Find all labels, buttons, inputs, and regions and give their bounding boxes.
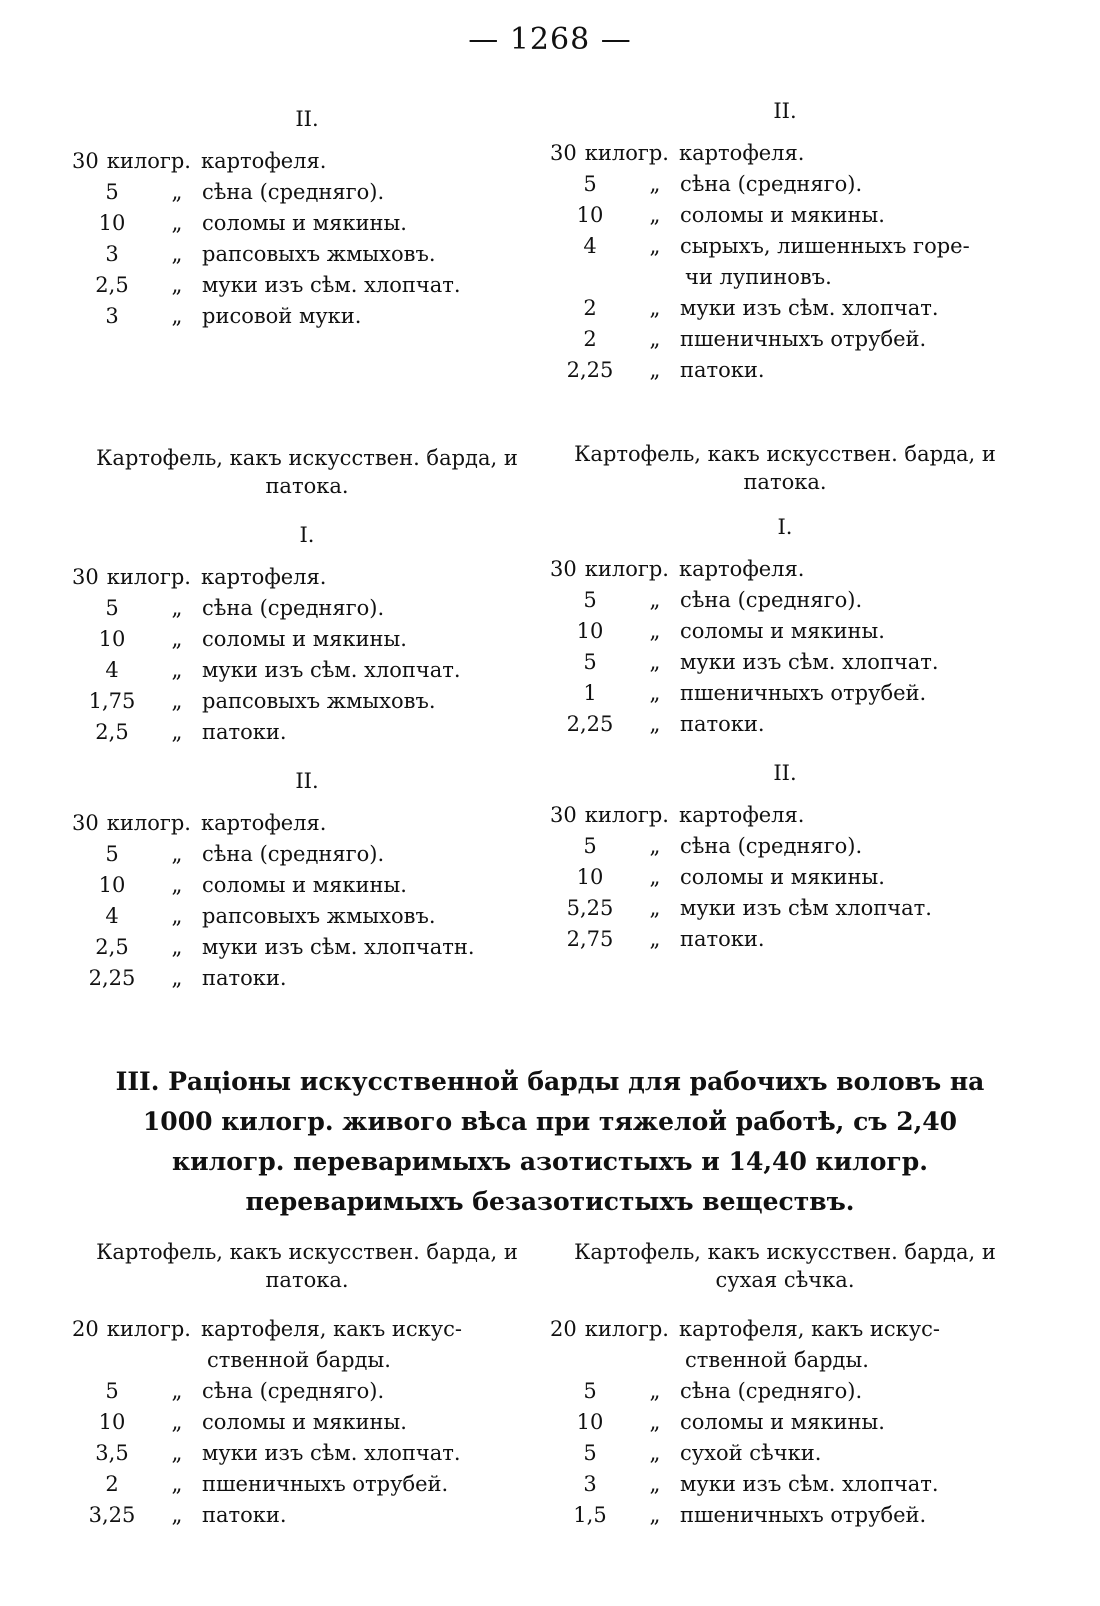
ration-qty: 30 (72, 565, 99, 589)
ration-row (550, 200, 1020, 231)
ration-row (72, 1469, 542, 1500)
ration-unit: килогр. (584, 1317, 669, 1341)
ration-unit: „ (649, 619, 661, 643)
ration-qty: 30 (72, 811, 99, 835)
ration-item: картофеля. (200, 811, 327, 835)
ration-qty: 3 (583, 1472, 597, 1496)
ration-row (72, 562, 542, 593)
ration-qty: 30 (550, 141, 577, 165)
ration-item: муки изъ сѣм. хлопчат. (680, 296, 939, 320)
ration-qty: 5 (583, 588, 597, 612)
ration-row (550, 554, 1020, 585)
ration-item: патоки. (680, 712, 765, 736)
ration-qty: 1,75 (88, 689, 136, 713)
ration-unit: „ (171, 1472, 183, 1496)
ration-top-left (72, 104, 542, 332)
ration-item: муки изъ сѣм. хлопчат. (202, 658, 461, 682)
page-number: — 1268 — (468, 22, 632, 57)
ration-row (550, 169, 1020, 200)
ration-unit: „ (649, 172, 661, 196)
ration-unit: килогр. (106, 811, 191, 835)
ration-item: сырыхъ, лишенныхъ горе- (680, 234, 970, 258)
ration-item: соломы и мякины. (202, 627, 407, 651)
ration-item: пшеничныхъ отрубей. (680, 1503, 927, 1527)
ration-item: соломы и мякины. (202, 1410, 407, 1434)
ration-item: муки изъ сѣм. хлопчат. (680, 1472, 939, 1496)
ration-qty: 2,5 (95, 273, 129, 297)
ration-unit: „ (649, 896, 661, 920)
ration-row (72, 239, 542, 270)
ration-row (72, 655, 542, 686)
ration-row (550, 1376, 1020, 1407)
ration-item: соломы и мякины. (680, 1410, 885, 1434)
ration-item: соломы и мякины. (202, 873, 407, 897)
ration-qty: 2,5 (95, 720, 129, 744)
ration-unit: „ (649, 1410, 661, 1434)
ration-row (72, 177, 542, 208)
ration-qty: 10 (576, 865, 604, 889)
ration-list (550, 138, 1020, 386)
ration-row (72, 270, 542, 301)
ration-list (550, 800, 1020, 955)
ration-top-right (550, 96, 1020, 386)
ration-qty: 2 (583, 296, 597, 320)
ration-item: рапсовыхъ жмыховъ. (202, 904, 436, 928)
ration-qty: 2,5 (95, 935, 129, 959)
ration-unit: „ (649, 588, 661, 612)
ration-qty: 2,75 (566, 927, 614, 951)
ration-item: сѣна (средняго). (680, 834, 863, 858)
ration-item: патоки. (680, 927, 765, 951)
ration-unit: „ (171, 904, 183, 928)
ration-qty: 5 (583, 834, 597, 858)
ration-item: картофеля, какъ искус- (200, 1317, 463, 1341)
ration-item: сухой сѣчки. (680, 1441, 822, 1465)
ration-row (72, 839, 542, 870)
ration-row (72, 146, 542, 177)
ration-item: патоки. (202, 720, 287, 744)
ration-group-bottom-right (550, 1238, 1020, 1531)
ration-label: II. (773, 99, 797, 123)
ration-qty: 5 (105, 596, 119, 620)
ration-unit: „ (649, 834, 661, 858)
ration-unit: „ (171, 1379, 183, 1403)
ration-qty: 5 (583, 1441, 597, 1465)
ration-unit: „ (171, 966, 183, 990)
ration-qty: 10 (576, 1410, 604, 1434)
ration-qty: 4 (105, 658, 119, 682)
ration-item-continuation: ственной барды. (685, 1348, 869, 1372)
ration-row (550, 709, 1020, 740)
ration-row (550, 1469, 1020, 1500)
ration-row (72, 624, 542, 655)
ration-qty: 4 (105, 904, 119, 928)
ration-item: сѣна (средняго). (202, 842, 385, 866)
ration-row (550, 924, 1020, 955)
ration-item: рапсовыхъ жмыховъ. (202, 689, 436, 713)
ration-item: картофеля. (678, 557, 805, 581)
ration-qty: 5 (105, 180, 119, 204)
ration-unit: „ (171, 211, 183, 235)
ration-unit: „ (171, 1503, 183, 1527)
ration-qty: 10 (98, 211, 126, 235)
ration-unit: килогр. (106, 565, 191, 589)
ration-unit: „ (171, 935, 183, 959)
ration-unit: „ (171, 242, 183, 266)
ration-qty: 3 (105, 242, 119, 266)
ration-item: соломы и мякины. (202, 211, 407, 235)
ration-item: сѣна (средняго). (202, 596, 385, 620)
ration-item: рапсовыхъ жмыховъ. (202, 242, 436, 266)
ration-qty: 2 (105, 1472, 119, 1496)
ration-group-mid-right (550, 440, 1020, 955)
ration-row (550, 138, 1020, 169)
ration-unit: килогр. (106, 1317, 191, 1341)
ration-label: II. (773, 761, 797, 785)
ration-qty: 3 (105, 304, 119, 328)
ration-qty: 3,25 (88, 1503, 136, 1527)
ration-unit: „ (171, 1410, 183, 1434)
ration-unit: „ (649, 650, 661, 674)
ration-row (550, 831, 1020, 862)
ration-unit: „ (171, 842, 183, 866)
ration-list (550, 554, 1020, 740)
ration-qty: 10 (576, 619, 604, 643)
ration-list (72, 146, 542, 332)
ration-unit: килогр. (584, 803, 669, 827)
ration-unit: килогр. (584, 557, 669, 581)
ration-item: пшеничныхъ отрубей. (680, 681, 927, 705)
ration-unit: „ (171, 720, 183, 744)
ration-row (72, 593, 542, 624)
ration-item: муки изъ сѣм. хлопчат. (202, 1441, 461, 1465)
ration-item: рисовой муки. (202, 304, 362, 328)
ration-unit: „ (171, 627, 183, 651)
ration-qty: 4 (583, 234, 597, 258)
ration-unit: „ (649, 1441, 661, 1465)
ration-unit: „ (649, 681, 661, 705)
ration-item: муки изъ сѣм хлопчат. (680, 896, 932, 920)
ration-unit: „ (649, 234, 661, 258)
ration-list (72, 1314, 542, 1531)
ration-item: картофеля. (678, 141, 805, 165)
ration-item: картофеля. (200, 149, 327, 173)
group-heading: Картофель, какъ искусствен. барда, и патока. (96, 1240, 518, 1292)
ration-qty: 5 (583, 650, 597, 674)
ration-label: I. (777, 515, 793, 539)
ration-qty: 30 (550, 803, 577, 827)
ration-unit: „ (649, 358, 661, 382)
ration-item: картофеля. (678, 803, 805, 827)
ration-row (550, 616, 1020, 647)
ration-item: сѣна (средняго). (202, 180, 385, 204)
ration-unit: „ (171, 180, 183, 204)
ration-unit: „ (649, 1472, 661, 1496)
ration-unit: „ (649, 865, 661, 889)
ration-row (550, 1314, 1020, 1345)
ration-row (550, 800, 1020, 831)
ration-item: патоки. (202, 1503, 287, 1527)
ration-unit: „ (171, 873, 183, 897)
ration-row (550, 585, 1020, 616)
ration-row (72, 808, 542, 839)
ration-list (72, 808, 542, 994)
ration-item: сѣна (средняго). (680, 588, 863, 612)
ration-unit: „ (649, 712, 661, 736)
ration-item: муки изъ сѣм. хлопчатн. (202, 935, 475, 959)
ration-row (72, 686, 542, 717)
ration-qty: 20 (72, 1317, 99, 1341)
ration-item: пшеничныхъ отрубей. (680, 327, 927, 351)
ration-row (72, 932, 542, 963)
ration-row (550, 1438, 1020, 1469)
ration-qty: 2,25 (566, 358, 614, 382)
ration-row (550, 893, 1020, 924)
group-heading: Картофель, какъ искусствен. барда, и сухая сѣчка. (574, 1240, 996, 1292)
ration-item: патоки. (680, 358, 765, 382)
ration-unit: килогр. (106, 149, 191, 173)
ration-row (72, 208, 542, 239)
ration-row (550, 231, 1020, 262)
ration-row (72, 963, 542, 994)
ration-row (72, 870, 542, 901)
group-heading: Картофель, какъ искусствен. барда, и патока. (574, 442, 996, 494)
ration-row (72, 1407, 542, 1438)
ration-item: сѣна (средняго). (680, 1379, 863, 1403)
ration-unit: „ (171, 658, 183, 682)
ration-row (72, 717, 542, 748)
ration-row (550, 862, 1020, 893)
section-heading: III. Раціоны искусственной барды для рабочихъ воловъ на 1000 килогр. живого вѣса при тяжелой работѣ, съ 2,40 килогр. переваримыхъ азотистыхъ и 14,40 килогр. переваримыхъ безазотистыхъ веществъ. (115, 1067, 985, 1216)
ration-row (72, 1500, 542, 1531)
ration-item: соломы и мякины. (680, 865, 885, 889)
ration-unit: „ (171, 1441, 183, 1465)
ration-unit: „ (171, 273, 183, 297)
ration-unit: „ (171, 689, 183, 713)
ration-unit: килогр. (584, 141, 669, 165)
ration-item: соломы и мякины. (680, 619, 885, 643)
ration-item: соломы и мякины. (680, 203, 885, 227)
ration-qty: 10 (98, 873, 126, 897)
ration-row (550, 647, 1020, 678)
ration-qty: 5 (583, 172, 597, 196)
ration-row (550, 678, 1020, 709)
ration-list (72, 562, 542, 748)
ration-row (72, 901, 542, 932)
ration-row (550, 355, 1020, 386)
ration-item: пшеничныхъ отрубей. (202, 1472, 449, 1496)
ration-label: II. (295, 107, 319, 131)
ration-qty: 5 (105, 1379, 119, 1403)
ration-item: муки изъ сѣм. хлопчат. (202, 273, 461, 297)
ration-qty: 3,5 (95, 1441, 129, 1465)
ration-row (550, 293, 1020, 324)
ration-row (72, 301, 542, 332)
ration-item: муки изъ сѣм. хлопчат. (680, 650, 939, 674)
ration-unit: „ (649, 927, 661, 951)
ration-list (550, 1314, 1020, 1531)
ration-item: картофеля, какъ искус- (678, 1317, 941, 1341)
ration-unit: „ (171, 596, 183, 620)
ration-qty: 10 (98, 1410, 126, 1434)
ration-qty: 2,25 (566, 712, 614, 736)
ration-item: сѣна (средняго). (680, 172, 863, 196)
ration-qty: 5 (583, 1379, 597, 1403)
ration-row (72, 1376, 542, 1407)
ration-row (72, 1314, 542, 1345)
ration-qty: 30 (72, 149, 99, 173)
ration-qty: 5 (105, 842, 119, 866)
ration-unit: „ (649, 1379, 661, 1403)
group-heading: Картофель, какъ искусствен. барда, и патока. (96, 446, 518, 498)
ration-item: сѣна (средняго). (202, 1379, 385, 1403)
ration-qty: 20 (550, 1317, 577, 1341)
ration-qty: 2,25 (88, 966, 136, 990)
ration-unit: „ (649, 296, 661, 320)
ration-group-mid-left (72, 444, 542, 994)
ration-qty: 2 (583, 327, 597, 351)
ration-unit: „ (649, 1503, 661, 1527)
ration-label: II. (295, 769, 319, 793)
ration-row (550, 1407, 1020, 1438)
ration-row (550, 324, 1020, 355)
ration-unit: „ (171, 304, 183, 328)
ration-item: патоки. (202, 966, 287, 990)
ration-qty: 1 (583, 681, 597, 705)
ration-unit: „ (649, 327, 661, 351)
ration-item-continuation: ственной барды. (207, 1348, 391, 1372)
ration-row (550, 1500, 1020, 1531)
ration-unit: „ (649, 203, 661, 227)
ration-label: I. (299, 523, 315, 547)
ration-qty: 30 (550, 557, 577, 581)
ration-item: картофеля. (200, 565, 327, 589)
ration-qty: 5,25 (566, 896, 614, 920)
ration-item-continuation: чи лупиновъ. (685, 265, 832, 289)
ration-qty: 1,5 (573, 1503, 607, 1527)
ration-row (72, 1438, 542, 1469)
ration-qty: 10 (98, 627, 126, 651)
ration-qty: 10 (576, 203, 604, 227)
ration-group-bottom-left (72, 1238, 542, 1531)
